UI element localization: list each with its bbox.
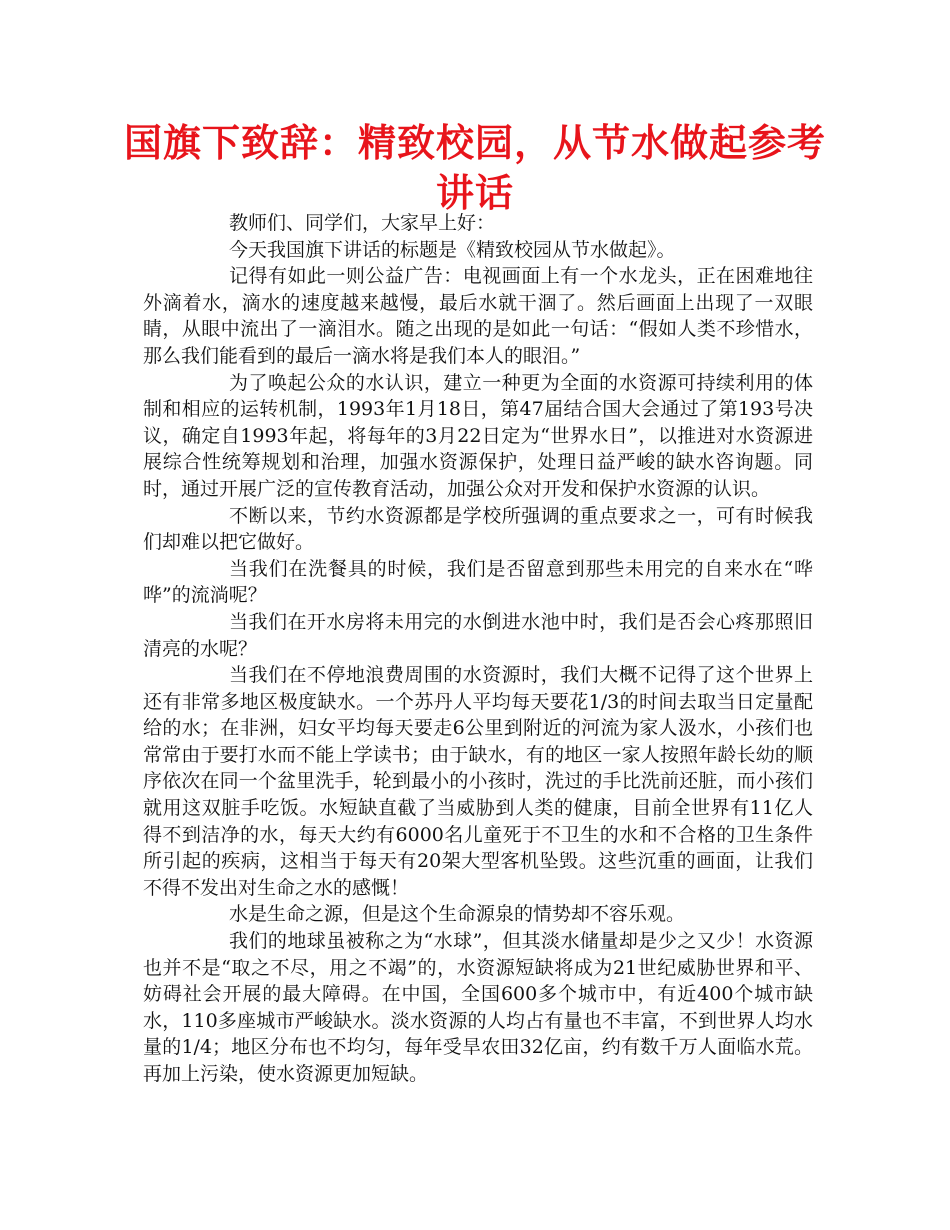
document-title: 国旗下致辞：精致校园，从节水做起参考讲话 (123, 121, 826, 215)
paragraph-ad: 记得有如此一则公益广告：电视画面上有一个水龙头，正在困难地往外滴着水，滴水的速度越来越慢，最后水就干涸了。然后画面上出现了一双眼睛，从眼中流出了一滴泪水。随之出现的是如此一句话：“假如人类不珍惜水，那么我们能看到的最后一滴水将是我们本人的眼泪。” (143, 265, 813, 367)
paragraph-shortage: 当我们在不停地浪费周围的水资源时，我们大概不记得了这个世界上还有非常多地区极度缺水。一个苏丹人平均每天要花1/3的时间去取当日定量配给的水；在非洲，妇女平均每天要走6公里到附近的河流为家人汲水，小孩们也常常由于要打水而不能上学读书；由于缺水，有的地区一家人按照年龄长幼的顺序依次在同一个盆里洗手，轮到最小的小孩时，洗过的手比洗前还脏，而小孩们就用这双脏手吃饭。水短缺直截了当威胁到人类的健康，目前全世界有11亿人得不到洁净的水，每天大约有6000名儿童死于不卫生的水和不合格的卫生条件所引起的疾病，这相当于每天有20架大型客机坠毁。这些沉重的画面，让我们不得不发出对生命之水的感慨！ (143, 664, 813, 899)
paragraph-water-planet: 我们的地球虽被称之为“水球”，但其淡水储量却是少之又少！水资源也并不是“取之不尽，用之不竭”的，水资源短缺将成为21世纪威胁世界和平、妨碍社会开展的最大障碍。在中国，全国600多个城市中，有近400个城市缺水，110多座城市严峻缺水。淡水资源的人均占有量也不丰富，不到世界人均水量的1/4；地区分布也不均匀，每年受旱农田32亿亩，约有数千万人面临水荒。再加上污染，使水资源更加短缺。 (143, 930, 813, 1085)
document-body (143, 210, 813, 1088)
paragraph-dishes: 当我们在洗餐具的时候，我们是否留意到那些未用完的自来水在“哗哗”的流淌呢？ (143, 557, 813, 607)
paragraph-greeting: 教师们、同学们，大家早上好： (229, 212, 496, 234)
paragraph-world-water-day: 为了唤起公众的水认识，建立一种更为全面的水资源可持续利用的体制和相应的运转机制，1993年1月18日，第47届结合国大会通过了第193号决议，确定自1993年起，将每年的3月22日定为“世界水日”，以推进对水资源进展综合性统筹规划和治理，加强水资源保护，处理日益严峻的缺水咨询题。同时，通过开展广泛的宣传教育活动，加强公众对开发和保护水资源的认识。 (143, 371, 813, 500)
paragraph-boiled-water: 当我们在开水房将未用完的水倒进水池中时，我们是否会心疼那照旧清亮的水呢？ (143, 610, 813, 660)
paragraph-source-of-life: 水是生命之源，但是这个生命源泉的情势却不容乐观。 (229, 903, 686, 926)
paragraph-school-requirement: 不断以来，节约水资源都是学校所强调的重点要求之一，可有时候我们却难以把它做好。 (143, 504, 813, 554)
paragraph-topic: 今天我国旗下讲话的标题是《精致校园从节水做起》。 (229, 238, 676, 261)
